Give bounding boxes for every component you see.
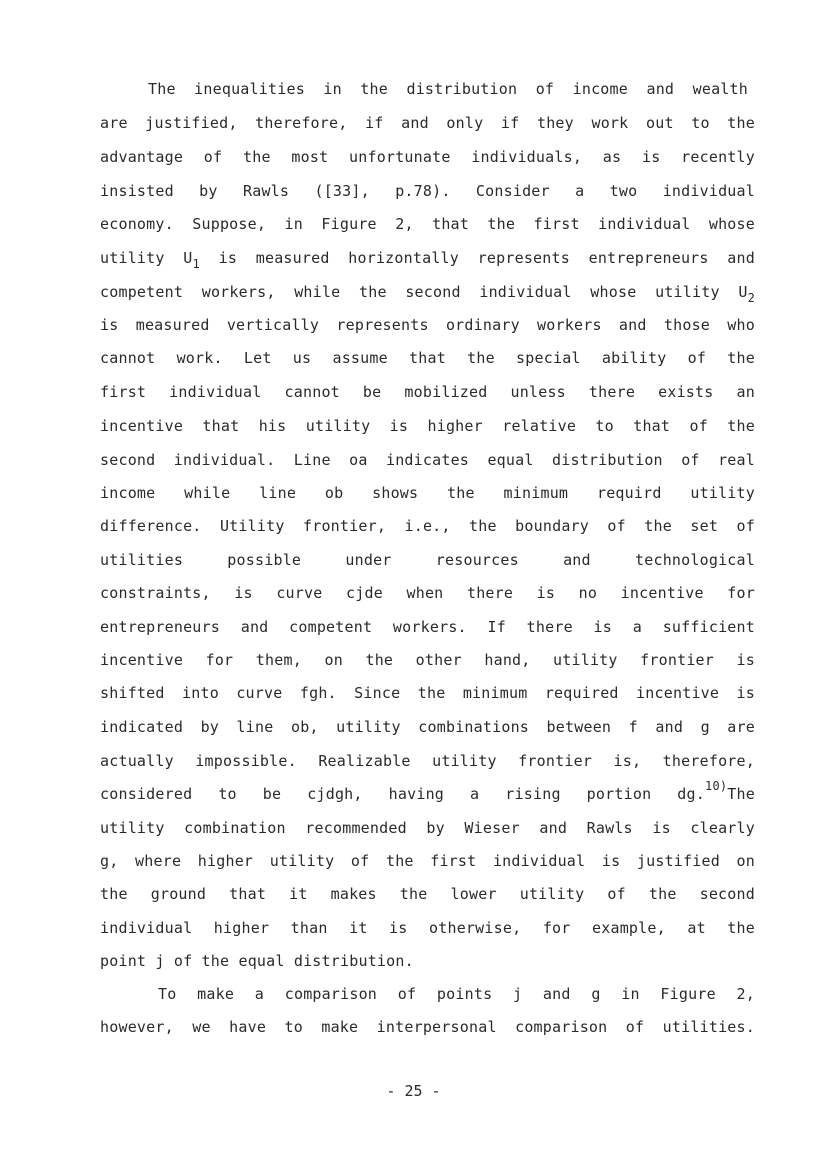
paragraph-line: advantage of the most unfortunate individuals, as is recently <box>100 148 755 166</box>
text-fragment: utility U <box>100 249 193 267</box>
paragraph-line <box>100 282 755 303</box>
paragraph-line: the ground that it makes the lower utility of the second <box>100 885 755 903</box>
paragraph-line: cannot work. Let us assume that the special ability of the <box>100 349 755 367</box>
paragraph-line: second individual. Line oa indicates equal distribution of real <box>100 451 755 469</box>
paragraph-line: indicated by line ob, utility combinations between f and g are <box>100 718 755 736</box>
footnote-marker: 10) <box>705 779 728 793</box>
text-fragment: considered to be cjdgh, having a rising portion dg. <box>100 785 706 803</box>
paragraph-line: actually impossible. Realizable utility frontier is, therefore, <box>100 752 755 770</box>
paragraph-line: g, where higher utility of the first individual is justified on <box>100 852 755 870</box>
paragraph-line: is measured vertically represents ordinary workers and those who <box>100 316 755 334</box>
subscript: 1 <box>192 257 200 271</box>
paragraph-line: individual higher than it is otherwise, for example, at the <box>100 919 755 937</box>
paragraph-line: insisted by Rawls ([33], p.78). Consider a two individual <box>100 182 755 200</box>
paragraph-line: shifted into curve fgh. Since the minimum required incentive is <box>100 684 755 702</box>
paragraph-line: first individual cannot be mobilized unless there exists an <box>100 383 755 401</box>
paragraph-line: incentive for them, on the other hand, utility frontier is <box>100 651 755 669</box>
paragraph-line: economy. Suppose, in Figure 2, that the first individual whose <box>100 215 755 233</box>
paragraph-line: utility combination recommended by Wieser and Rawls is clearly <box>100 819 755 837</box>
paragraph-line: income while line ob shows the minimum requird utility <box>100 484 755 502</box>
paragraph-line: incentive that his utility is higher relative to that of the <box>100 417 755 435</box>
paragraph-line: To make a comparison of points j and g in Figure 2, <box>158 985 755 1003</box>
paragraph-line <box>100 779 755 805</box>
paragraph-line: entrepreneurs and competent workers. If there is a sufficient <box>100 618 755 636</box>
subscript: 2 <box>747 291 755 305</box>
paragraph-line: The inequalities in the distribution of income and wealth <box>148 80 748 98</box>
paragraph-line: difference. Utility frontier, i.e., the boundary of the set of <box>100 517 755 535</box>
paragraph-line: however, we have to make interpersonal comparison of utilities. <box>100 1018 755 1036</box>
text-fragment: competent workers, while the second individual whose utility U <box>100 283 748 301</box>
text-fragment: is measured horizontally represents entrepreneurs and <box>199 249 755 267</box>
paragraph-line: point j of the equal distribution. <box>100 952 414 970</box>
paragraph-line: are justified, therefore, if and only if they work out to the <box>100 114 755 132</box>
paragraph-line: constraints, is curve cjde when there is no incentive for <box>100 584 755 602</box>
paragraph-line <box>100 248 755 269</box>
text-fragment: The <box>727 785 755 803</box>
paragraph-line: utilities possible under resources and technological <box>100 551 755 569</box>
page-number: - 25 - <box>386 1082 441 1100</box>
